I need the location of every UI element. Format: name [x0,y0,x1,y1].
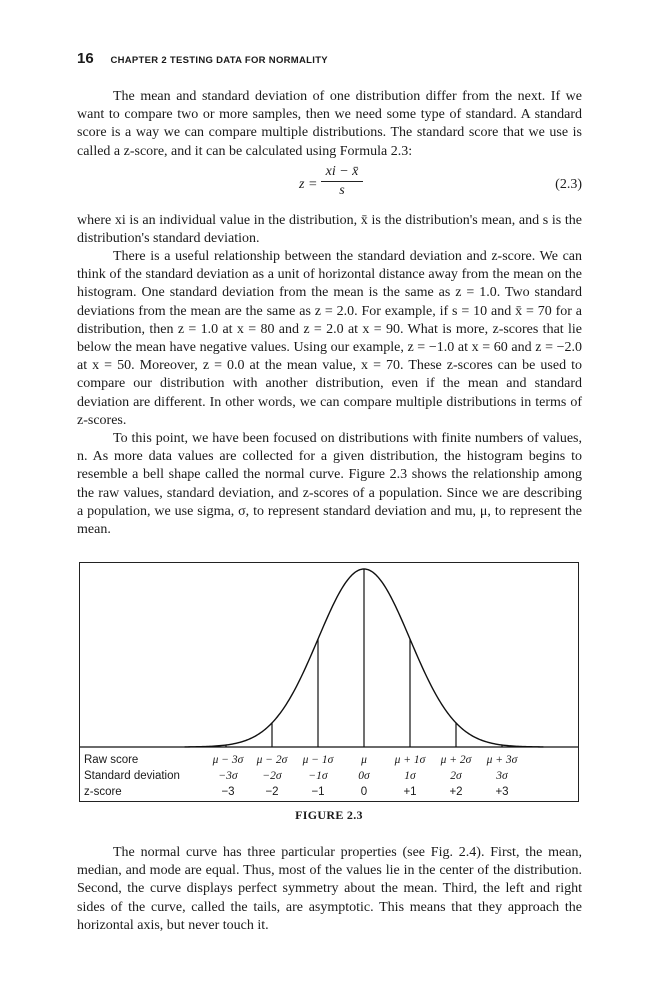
paragraph-4 [77,430,582,539]
raw-score-cell: μ − 1σ [302,754,334,766]
raw-score-cell: μ [361,754,367,766]
std-dev-cell: 3σ [496,770,508,782]
formula-fraction [321,164,363,199]
paragraph-5-text: The normal curve has three particular properties (see Fig. 2.4). First, the mean, median, and mode are equal. Thus, most of the values lie in the center of the distribution. Second, the curve displays perfect symmetry about the mean. Third, the left and right sides of the curve, called the tails, are asymptotic. This means that they approach the horizontal axis, but never touch it. [77,845,582,933]
paragraph-5 [77,844,582,935]
paragraph-2 [77,212,582,248]
std-dev-cell: 2σ [450,770,462,782]
page-number: 16 [77,50,94,67]
std-dev-cell: 0σ [358,770,370,782]
std-dev-cell: −2σ [262,770,282,782]
formula-denominator: s [339,183,345,198]
paragraph-1-text: The mean and standard deviation of one distribution differ from the next. If we want to compare two or more samples, then we need some type of standard. A standard score is a way we can compare multiple distributions. The standard score that we use is called a z-score, and it can be calculated using Formula 2.3: [77,89,582,159]
raw-score-cell: μ − 2σ [256,754,288,766]
z-score-cell: +3 [495,786,509,798]
chapter-title: CHAPTER 2 TESTING DATA FOR NORMALITY [110,55,328,66]
std-dev-cell: 1σ [404,770,416,782]
z-score-cell: −1 [311,786,325,798]
page-header [77,50,328,67]
paragraph-1 [77,88,582,161]
paragraph-4-text: To this point, we have been focused on distributions with finite numbers of values, n. As more data values are collected for a given distribution, the histogram begins to resemble a bell shape called the normal curve. Figure 2.3 shows the relationship among the raw values, standard deviation, and z-scores of a population. Since we are describing a population, we use sigma, σ, to represent standard deviation and mu, μ, to represent the mean. [77,431,582,538]
formula-number: (2.3) [555,177,582,192]
formula-numerator: xi − x̄ [321,164,363,182]
z-score-cell: −3 [221,786,235,798]
z-score-cell: 0 [360,786,368,798]
raw-score-cell: μ + 3σ [486,754,518,766]
std-dev-cell: −1σ [308,770,328,782]
row-label-raw-score: Raw score [84,754,139,766]
row-label-z-score: z-score [84,786,122,798]
std-dev-cell: −3σ [218,770,238,782]
z-score-cell: +2 [449,786,463,798]
row-label-standard-deviation: Standard deviation [84,770,180,782]
z-score-cell: +1 [403,786,417,798]
formula-2-3 [77,164,582,208]
paragraph-2-text: where xi is an individual value in the distribution, x̄ is the distribution's mean, and s is the distribution's standard deviation. [77,213,582,247]
normal-curve-figure [79,562,579,802]
paragraph-3-text: There is a useful relationship between the standard deviation and z-score. We can think of the standard deviation as a unit of horizontal distance away from the mean on the histogram. One standard deviation from the mean is the same as z = 1.0. Two standard deviations from the mean are the same as z = 2.0. For example, if s = 10 and x̄ = 70 for a distribution, then z = 1.0 at x = 80 and z = 2.0 at x = 90. What is more, z-scores that lie below the mean have negative values. Using our example, z = −1.0 at x = 60 and z = −2.0 at x = 50. Moreover, z = 0.0 at the mean value, x = 70. These z-scores can be used to compare our distribution with another distribution, even if the mean and standard deviation are different. In other words, we can compare multiple distributions in terms of z-scores. [77,249,582,428]
paragraph-3 [77,248,582,430]
raw-score-cell: μ + 1σ [394,754,426,766]
raw-score-cell: μ + 2σ [440,754,472,766]
figure-caption: FIGURE 2.3 [295,808,363,822]
raw-score-cell: μ − 3σ [212,754,244,766]
formula-lhs: z = [299,177,318,192]
z-score-cell: −2 [265,786,279,798]
